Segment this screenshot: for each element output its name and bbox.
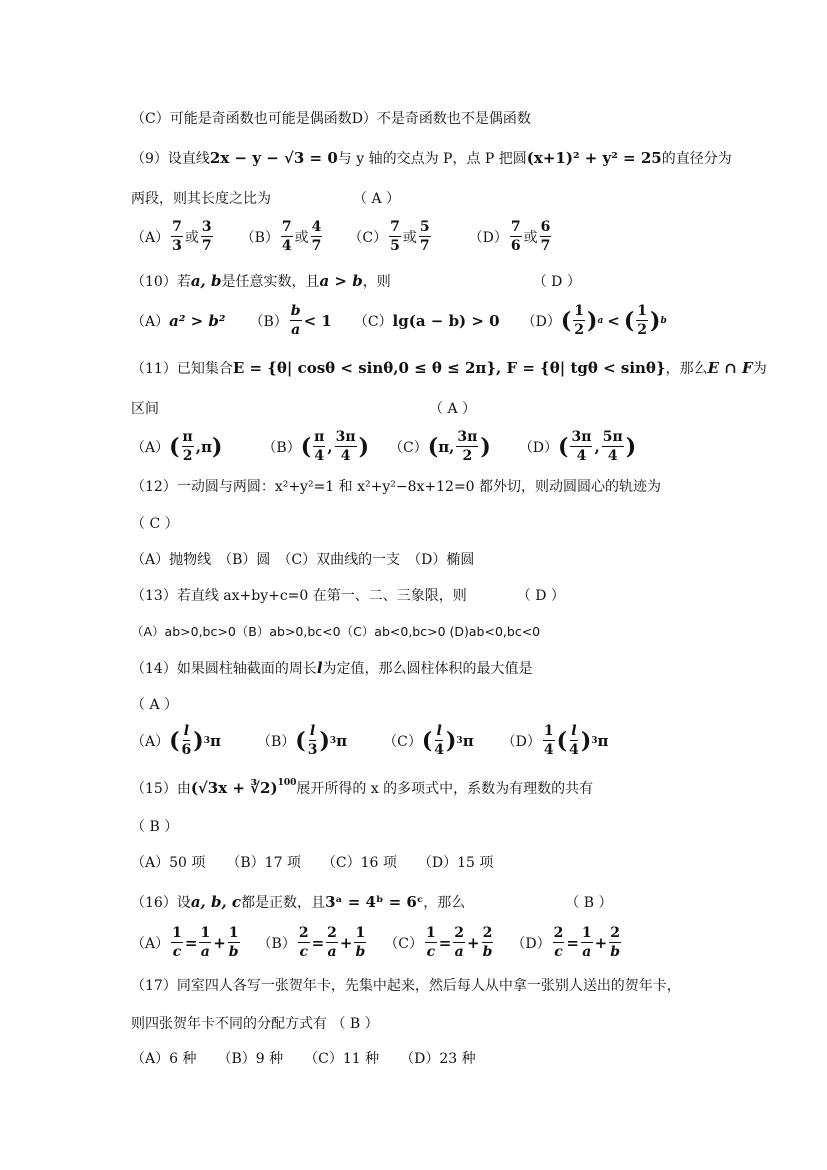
question-10	[131, 271, 581, 291]
q12-text: （12）一动圆与两圆：x²+y²=1 和 x²+y²−8x+12=0 都外切，则动圆圆心的轨迹为	[131, 479, 662, 495]
q11-text-b: ，那么	[665, 361, 708, 377]
q13-answer: （ D ）	[516, 588, 565, 604]
line-option-cd	[131, 108, 531, 128]
q15-text-b: 展开所得的 x 的多项式中，系数为有理数的共有	[296, 781, 594, 797]
or-text: 或	[184, 229, 199, 246]
option-label: （B）	[249, 313, 288, 330]
q10-option-b: < 1	[303, 311, 332, 330]
option-label: （A）	[131, 733, 170, 750]
q10-text-b: 是任意实数，且	[221, 274, 320, 290]
question-17	[131, 975, 681, 995]
fraction: $\frac{6}{7}$	[540, 219, 551, 254]
paren: )	[650, 307, 661, 334]
option-label: （D）	[521, 313, 561, 330]
question-13-options	[131, 622, 540, 640]
less-than: <	[607, 311, 620, 330]
q10-option-b-fraction: $\frac{b}{a}$	[290, 303, 301, 338]
q13-text: （13）若直线 ax+by+c=0 在第一、二、三象限，则	[131, 588, 467, 604]
q10-condition: a > b	[319, 272, 363, 290]
q12-options: （A）抛物线 （B）圆 （C）双曲线的一支 （D）椭圆	[131, 552, 475, 568]
q9-text-b: 与 y 轴的交点为 P，点 P 把圆	[337, 151, 527, 167]
or-text: 或	[294, 229, 309, 246]
q9-line-equation: 2x − y − √3 = 0	[209, 149, 338, 167]
fraction: $\frac{3}{7}$	[201, 219, 212, 254]
q9-option-d	[469, 220, 554, 253]
question-9-options	[131, 220, 553, 253]
fraction: $\frac{7}{6}$	[510, 219, 521, 254]
question-12-answer	[131, 513, 179, 533]
q10-option-a: a² > b²	[169, 311, 226, 330]
option-label: （A）	[131, 439, 170, 456]
option-label: （A）	[131, 229, 170, 246]
q17-text-b: 则四张贺年卡不同的分配方式有 （ B ）	[131, 1016, 379, 1032]
q9-option-a	[131, 220, 215, 253]
fraction: $\frac{1}{2}$	[637, 303, 648, 338]
q16-equation: 3ᵃ = 4ᵇ = 6ᶜ	[325, 893, 424, 911]
option-label: （C）	[389, 439, 428, 456]
fraction: $\frac{7}{5}$	[390, 219, 400, 254]
q9-answer: （ A ）	[353, 191, 401, 207]
question-16-options: （A） $\frac{1}{c}$ = $\frac{1}{a}$ + $\frac{1}{b}$ （B） $\frac{2}{c}$ = $\frac{2}{a}$ + $\frac{1}{b}$ （C） $\frac{1}{c}$ = $\frac{2}{a}$ + $\frac{2}{b}$ （D） $\frac{2}{c}$ = $\frac{1}{a}$ + $\frac{2}{b}$	[131, 925, 621, 960]
question-17-cont	[131, 1013, 379, 1033]
q17-options: （A）6 种 （B）9 种 （C）11 种 （D）23 种	[131, 1051, 476, 1067]
q10-text-c: ，则	[362, 274, 391, 290]
option-label: （A）	[131, 313, 170, 330]
q14-text-b: 为定值，那么圆柱体积的最大值是	[322, 661, 533, 677]
question-12-options	[131, 549, 474, 569]
option-label: （D）	[468, 229, 508, 246]
question-14-answer	[131, 694, 178, 714]
q16-vars: a, b, c	[190, 893, 242, 911]
or-text: 或	[402, 229, 417, 246]
question-16	[131, 892, 612, 912]
question-13	[131, 585, 565, 605]
option-label: （B）	[257, 935, 296, 952]
q12-answer: （ C ）	[131, 516, 179, 532]
q10-vars: a, b	[190, 272, 222, 290]
q9-option-b	[241, 220, 325, 253]
q11-answer: （ A ）	[429, 401, 477, 417]
option-label: （B）	[256, 733, 296, 750]
q15-exponent: 100	[277, 778, 297, 788]
question-9	[131, 148, 732, 168]
fraction: $\frac{7}{3}$	[172, 219, 182, 254]
option-label: （B）	[262, 439, 301, 456]
fraction: $\frac{1}{2}$	[574, 303, 585, 338]
option-label: （D）	[511, 935, 551, 952]
q11-text-a: （11）已知集合	[131, 361, 233, 377]
question-11-cont	[131, 398, 476, 418]
option-label: （D）	[501, 733, 541, 750]
question-15-answer	[131, 816, 178, 836]
option-label: （C）	[353, 313, 393, 330]
fraction: $\frac{5}{7}$	[419, 219, 430, 254]
text: （C）可能是奇函数也可能是偶函数D）不是奇函数也不是偶函数	[131, 111, 531, 127]
q11-sets: E = {θ| cosθ < sinθ,0 ≤ θ ≤ 2π}, F = {θ| tgθ < sinθ}	[232, 359, 666, 377]
question-14-options: （A） ( $\frac{l}{6}$ ) 3 π （B） ( $\frac{l}{3}$ ) 3 π （C） ( $\frac{l}{4}$ ) 3 π （D） $\frac{1}{4}$ ( $\frac{l}{4}$ ) 3 π	[131, 723, 609, 758]
q15-options: （A）50 项 （B）17 项 （C）16 项 （D）15 项	[131, 855, 494, 871]
q17-text-a: （17）同室四人各写一张贺年卡，先集中起来，然后每人从中拿一张别人送出的贺年卡，	[131, 978, 681, 994]
q9-text-a: （9）设直线	[131, 151, 210, 167]
q10-option-c: lg(a − b) > 0	[392, 311, 500, 330]
question-11-options: （A） ( $\frac{\pi}{2}$ ,π ) （B） ( $\frac{\pi}{4}$ , $\frac{3\pi}{4}$ ) （C） ( π, $\frac{3\pi}{2}$ ) （D） ( $\frac{3\pi}{4}$ , $\frac{5\pi}{4}$ )	[131, 429, 637, 464]
option-label: （C）	[348, 229, 388, 246]
q14-answer: （ A ）	[131, 697, 179, 713]
option-label: （A）	[131, 935, 170, 952]
q15-expression: (√3x + ∛2)	[190, 779, 278, 797]
question-15	[131, 778, 593, 798]
fraction: $\frac{4}{7}$	[311, 219, 322, 254]
or-text: 或	[523, 229, 538, 246]
q16-text-c: ，那么	[423, 895, 466, 911]
q15-text-a: （15）由	[131, 781, 191, 797]
q14-text-a: （14）如果圆柱轴截面的周长	[131, 661, 317, 677]
q9-circle-equation: (x+1)² + y² = 25	[526, 149, 662, 167]
paren: (	[623, 307, 635, 334]
paren: (	[560, 307, 572, 334]
q11-text-d: 区间	[131, 401, 159, 417]
q9-option-c	[348, 220, 432, 253]
question-9-cont	[131, 188, 400, 208]
question-14	[131, 658, 533, 678]
q11-intersection: E ∩ F	[707, 359, 753, 377]
q15-answer: （ B ）	[131, 819, 179, 835]
q9-text-d: 两段，则其长度之比为	[131, 191, 271, 207]
q16-answer: （ B ）	[565, 895, 613, 911]
question-12	[131, 476, 661, 496]
option-label: （C）	[384, 935, 423, 952]
q16-text-a: （16）设	[131, 895, 191, 911]
question-10-options: （A） a² > b² （B） $\frac{b}{a}$ < 1 （C） lg(a − b) > 0 （D） ( $\frac{1}{2}$ ) a < ( $\frac{1}{2}$ ) b	[131, 303, 667, 338]
q11-text-c: 为	[752, 361, 767, 377]
option-label: （C）	[383, 733, 422, 750]
q14-var-l: l	[316, 659, 323, 677]
q9-text-c: 的直径分为	[661, 151, 732, 167]
q10-answer: （ D ）	[532, 274, 581, 290]
paren: )	[587, 307, 598, 334]
question-17-options	[131, 1048, 476, 1068]
question-11	[131, 358, 767, 378]
question-15-options	[131, 852, 493, 872]
q16-text-b: 都是正数，且	[241, 895, 326, 911]
option-label: （B）	[240, 229, 279, 246]
option-label: （D）	[518, 439, 559, 456]
q10-text-a: （10）若	[131, 274, 191, 290]
q13-options: （A）ab>0,bc>0（B）ab>0,bc<0（C）ab<0,bc>0 (D)ab<0,bc<0	[131, 624, 541, 639]
fraction: $\frac{7}{4}$	[281, 219, 292, 254]
